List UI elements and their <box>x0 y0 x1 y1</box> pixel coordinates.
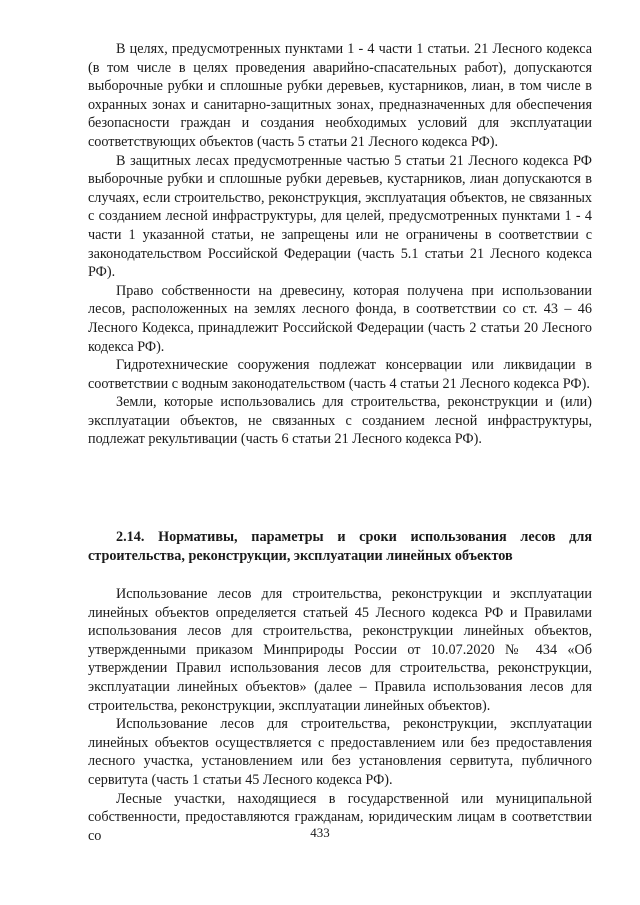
paragraph: Земли, которые использовались для строительства, реконструкции и (или) эксплуатации объектов, не связанных с созданием лесной инфраструктуры, подлежат рекультивации (часть 6 статьи 21 Лесного кодекса РФ). <box>88 394 592 448</box>
paragraph: Право собственности на древесину, которая получена при использовании лесов, расположенных на землях лесного фонда, в соответствии со ст. 43 – 46 Лесного Кодекса, принадлежит Российской Федерации (часть 2 статьи 20 Лесного кодекса РФ). <box>88 282 592 355</box>
page-number: 433 <box>310 825 330 840</box>
text-section-linear-objects <box>88 585 592 845</box>
paragraph: Использование лесов для строительства, реконструкции и эксплуатации линейных объектов определяется статьей 45 Лесного кодекса РФ и Правилами использования лесов для строительства, реконструкции линейных объектов, утвержденными приказом Минприроды России от 10.07.2020 № 434 «Об утверждении Правил использования лесов для строительства, реконструкции, эксплуатации линейных объектов» (далее – Правила использования лесов для строительства, реконструкции, эксплуатации линейных объектов). <box>88 586 592 714</box>
section-heading: 2.14. Нормативы, параметры и сроки использования лесов для строительства, реконструкции, эксплуатации линейных объектов <box>88 529 592 564</box>
paragraph: Использование лесов для строительства, реконструкции, эксплуатации линейных объектов осуществляется с предоставлением или без предоставления лесного участка, установлением или без установления сервитута, публичного сервитута (часть 1 статьи 45 Лесного кодекса РФ). <box>88 716 592 788</box>
paragraph: Лесные участки, находящиеся в государственной или муниципальной собственности, предоставляются гражданам, юридическим лицам в соответствии со <box>88 790 592 844</box>
text-section-forest-use <box>88 40 592 449</box>
paragraph: В целях, предусмотренных пунктами 1 - 4 части 1 статьи. 21 Лесного кодекса (в том числе в целях проведения аварийно-спасательных работ), допускаются выборочные рубки и сплошные рубки деревьев, кустарников, лиан, в том числе в охранных зонах и санитарно-защитных зонах, предназначенных для обеспечения безопасности граждан и создания необходимых условий для эксплуатации соответствующих объектов (часть 5 статьи 21 Лесного кодекса РФ). <box>88 41 592 150</box>
paragraph: В защитных лесах предусмотренные частью 5 статьи 21 Лесного кодекса РФ выборочные рубки и сплошные рубки деревьев, кустарников, лиан допускаются в случаях, если строительство, реконструкция, эксплуатация объектов, не связанных с созданием лесной инфраструктуры, для целей, предусмотренных пунктами 1 - 4 части 1 указанной статьи, не запрещены или не ограничены в соответствии с законодательством Российской Федерации (часть 5.1 статьи 21 Лесного кодекса РФ). <box>88 152 592 281</box>
paragraph: Гидротехнические сооружения подлежат консервации или ликвидации в соответствии с водным законодательством (часть 4 статьи 21 Лесного кодекса РФ). <box>88 357 592 392</box>
